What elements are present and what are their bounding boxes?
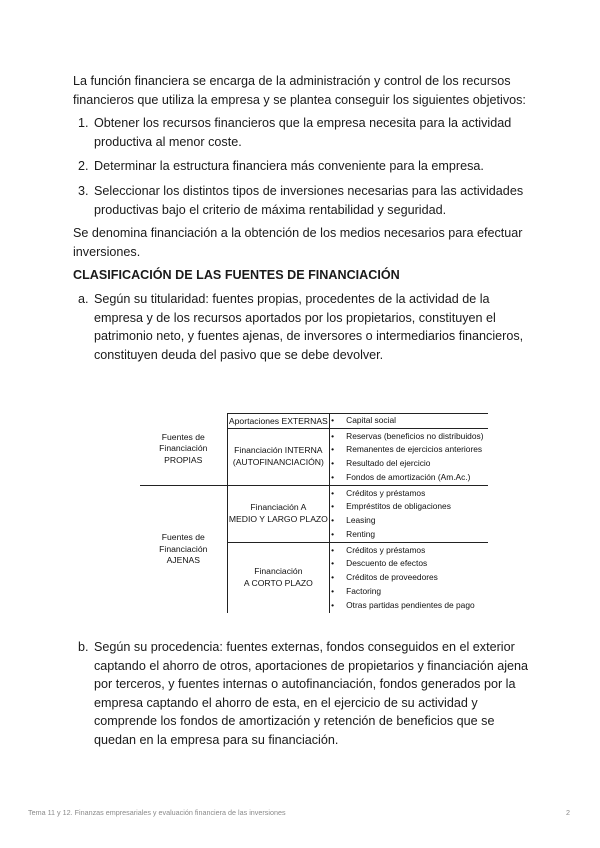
largo-plazo-cell — [227, 486, 330, 543]
list-marker: 3. — [78, 183, 89, 198]
propias-label-line: Financiación — [159, 443, 208, 454]
bullet: • — [331, 544, 335, 555]
interna-cell — [227, 429, 330, 486]
footer-text: Tema 11 y 12. Finanzas empresariales y evaluación financiera de las inversiones — [28, 808, 286, 817]
bullet: • — [331, 558, 335, 569]
list-item — [330, 557, 488, 571]
externas-items — [330, 414, 488, 428]
list-item — [73, 290, 533, 364]
bullet: • — [331, 599, 335, 610]
list-item-text: Según su procedencia: fuentes externas, fondos conseguidos en el exterior captando el ahorro de otros, aportaciones de propietarios y financiación ajena por terceros, y fuentes internas o autofinanciación, fondos generados por la empresa captando el ahorro de esta, en el ejercicio de su actividad y comprende los fondos de amortización y retención de beneficios que se quedan en la empresa para su financiación. — [94, 640, 529, 747]
bullet: • — [331, 487, 335, 498]
list-item — [73, 182, 533, 219]
externas-items-cell — [330, 414, 488, 429]
item-text: Créditos y préstamos — [346, 544, 426, 555]
corto-label-line: Financiación — [254, 566, 303, 577]
bullet: • — [331, 572, 335, 583]
list-item — [73, 638, 533, 750]
list-item-text: Según su titularidad: fuentes propias, procedentes de la actividad de la empresa y de los recursos aportados por los propietarios, constituyen el patrimonio neto, y fuentes ajenas, de inversores o intermediarios financieros, constituyen deuda del pasivo que se debe devolver. — [94, 291, 524, 362]
list-item-text: Determinar la estructura financiera más conveniente para la empresa. — [94, 159, 484, 174]
financing-sources-table — [140, 413, 488, 610]
item-text: Créditos y préstamos — [346, 487, 426, 498]
ajenas-label-line: Fuentes de — [161, 532, 205, 543]
largo-items — [330, 487, 488, 542]
propias-label-line: PROPIAS — [164, 455, 203, 466]
list-item — [330, 585, 488, 599]
interna-label-line: (AUTOFINANCIACIÓN) — [232, 457, 324, 467]
interna-items-cell — [330, 429, 488, 486]
table-row — [140, 486, 488, 543]
item-text: Remanentes de ejercicios anteriores — [346, 444, 483, 455]
table — [140, 413, 488, 613]
bullet: • — [331, 458, 335, 468]
bullet: • — [331, 585, 335, 596]
list-item — [330, 514, 488, 528]
list-marker: b. — [78, 640, 89, 654]
list-item — [330, 528, 488, 542]
intro-paragraph: La función financiera se encarga de la administración y control de los recursos financieros que utiliza la empresa y se plantea conseguir los siguientes objetivos: — [73, 74, 526, 107]
corto-items — [330, 544, 488, 612]
definition-paragraph: Se denomina financiación a la obtención de los medios necesarios para efectuar inversiones. — [73, 226, 523, 259]
interna-label-line: Financiación INTERNA — [234, 445, 323, 456]
list-item — [330, 443, 488, 457]
ajenas-label-line: Financiación — [159, 543, 208, 554]
ajenas-label-line: AJENAS — [166, 555, 200, 566]
list-item — [330, 544, 488, 558]
list-marker: a. — [78, 291, 89, 306]
page-content-lower — [73, 638, 533, 750]
list-item — [330, 414, 488, 428]
page-number: 2 — [566, 808, 570, 817]
list-item — [330, 500, 488, 514]
bullet: • — [331, 515, 335, 525]
largo-label-line: Financiación A — [250, 502, 307, 513]
list-item — [330, 599, 488, 613]
externas-label: Aportaciones EXTERNAS — [228, 415, 328, 426]
bullet: • — [331, 528, 335, 539]
list-item-text: Seleccionar los distintos tipos de inversiones necesarias para las actividades productivas bajo el criterio de máxima rentabilidad y seguridad. — [94, 183, 524, 217]
bullet: • — [331, 430, 335, 441]
list-marker: 1. — [78, 116, 89, 131]
list-item — [73, 157, 533, 176]
propias-label-line: Fuentes de — [161, 431, 205, 442]
list-item — [330, 487, 488, 501]
bullet: • — [331, 415, 335, 426]
list-item — [330, 571, 488, 585]
list-item — [330, 457, 488, 471]
classification-list-a — [73, 290, 533, 364]
item-text: Créditos de proveedores — [346, 572, 438, 583]
interna-items — [330, 430, 488, 485]
list-item — [73, 114, 533, 151]
bullet: • — [331, 471, 335, 482]
item-text: Factoring — [346, 585, 382, 596]
largo-items-cell — [330, 486, 488, 543]
item-text: Empréstitos de obligaciones — [346, 501, 451, 512]
item-text: Resultado del ejercicio — [346, 458, 431, 468]
propias-cell — [140, 414, 227, 486]
item-text: Otras partidas pendientes de pago — [346, 599, 475, 610]
ajenas-cell — [140, 486, 227, 614]
bullet: • — [331, 501, 335, 512]
largo-label-line: MEDIO Y LARGO PLAZO — [228, 514, 328, 524]
list-item-text: Obtener los recursos financieros que la empresa necesita para la actividad productiva al menor coste. — [94, 116, 512, 149]
objectives-list — [73, 114, 533, 219]
list-marker: 2. — [78, 159, 89, 174]
list-item — [330, 471, 488, 485]
externas-cell — [227, 414, 330, 429]
item-text: Fondos de amortización (Am.Ac.) — [346, 471, 471, 482]
list-item — [330, 430, 488, 444]
corto-items-cell — [330, 543, 488, 614]
item-text: Descuento de efectos — [346, 558, 428, 569]
bullet: • — [331, 444, 335, 455]
corto-plazo-cell — [227, 543, 330, 614]
item-text: Capital social — [346, 415, 396, 426]
classification-list-b — [73, 638, 533, 750]
page-content — [73, 72, 533, 364]
section-heading: CLASIFICACIÓN DE LAS FUENTES DE FINANCIACIÓN — [73, 268, 400, 283]
item-text: Reservas (beneficios no distribuidos) — [346, 430, 484, 441]
table-row — [140, 414, 488, 429]
corto-label-line: A CORTO PLAZO — [243, 578, 313, 588]
item-text: Renting — [346, 528, 376, 539]
item-text: Leasing — [346, 515, 376, 525]
